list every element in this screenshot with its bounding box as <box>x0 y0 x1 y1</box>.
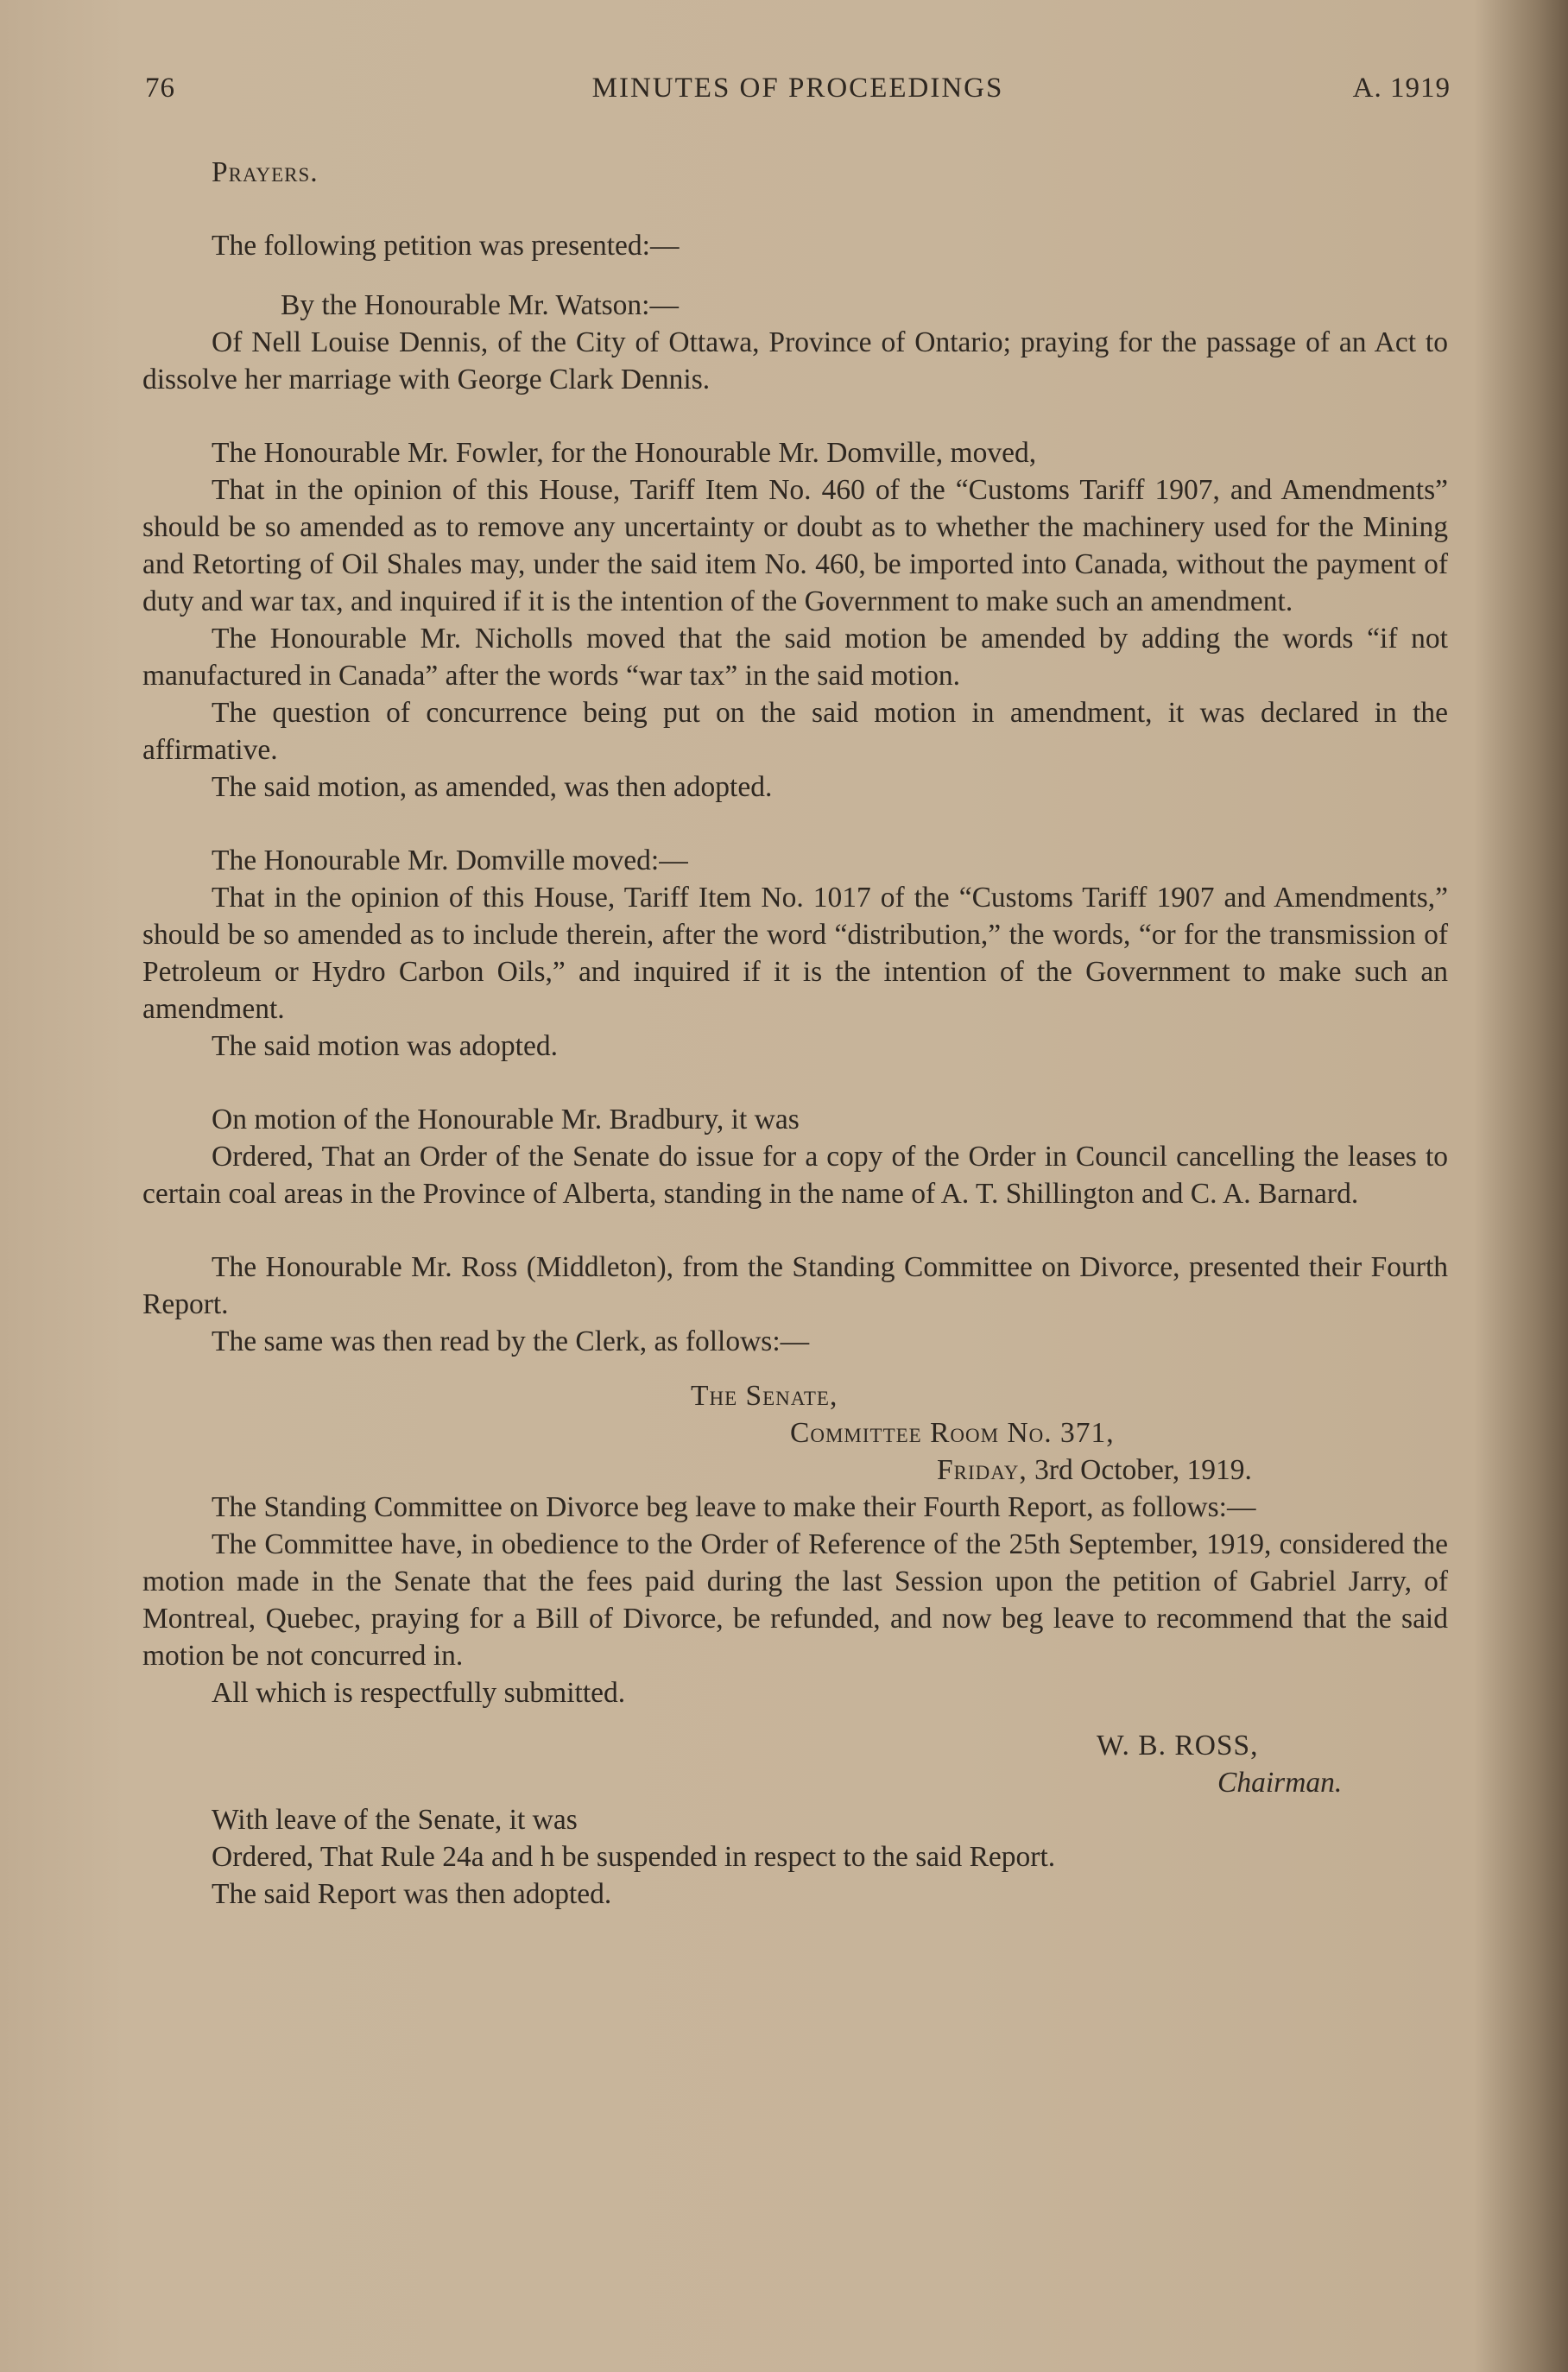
paragraph: On motion of the Honourable Mr. Bradbury, it was <box>212 1104 800 1135</box>
signature-title: Chairman. <box>1217 1767 1343 1799</box>
report-date: 3rd October, 1919. <box>1034 1454 1252 1486</box>
paragraph: The Honourable Mr. Domville moved:— <box>212 844 688 876</box>
paragraph: That in the opinion of this House, Tariff Item No. 460 of the “Customs Tariff 1907, and Amendments” should be so amended as to remove any uncertainty or doubt as to whether the machinery used for the Mining and Retorting of Oil Shales may, under the said item No. 460, be imported into Canada, without the payment of duty and war tax, and inquired if it is the intention of the Government to make such an amendment. <box>142 474 1448 617</box>
page-body <box>142 154 1448 1913</box>
paragraph: All which is respectfully submitted. <box>212 1677 626 1709</box>
paragraph: Ordered, That an Order of the Senate do issue for a copy of the Order in Council cancelling the leases to certain coal areas in the Province of Alberta, standing in the name of A. T. Shillington and C. A. Barnard. <box>142 1141 1448 1210</box>
section-heading: Prayers. <box>212 156 319 188</box>
paragraph: Ordered, That Rule 24a and h be suspended in respect to the said Report. <box>212 1841 1056 1873</box>
signature-name: W. B. ROSS, <box>1097 1730 1259 1762</box>
paragraph: The Honourable Mr. Nicholls moved that the said motion be amended by adding the words “if not manufactured in Canada” after the words “war tax” in the said motion. <box>142 623 1448 692</box>
report-day: Friday, <box>937 1454 1027 1486</box>
header-year: A. 1919 <box>1352 73 1451 104</box>
page-header <box>145 73 1451 116</box>
paragraph: The said Report was then adopted. <box>212 1878 612 1910</box>
paragraph: By the Honourable Mr. Watson:— <box>281 289 679 321</box>
paragraph: The Honourable Mr. Ross (Middleton), from the Standing Committee on Divorce, presented their Fourth Report. <box>142 1251 1448 1320</box>
report-date-line <box>937 1452 1448 1489</box>
paragraph: Of Nell Louise Dennis, of the City of Ottawa, Province of Ontario; praying for the passage of an Act to dissolve her marriage with George Clark Dennis. <box>142 326 1448 395</box>
paragraph: The Honourable Mr. Fowler, for the Honourable Mr. Domville, moved, <box>212 437 1037 469</box>
paragraph: With leave of the Senate, it was <box>212 1804 578 1836</box>
running-title: MINUTES OF PROCEEDINGS <box>591 73 1004 104</box>
report-header-line: Committee Room No. 371, <box>790 1417 1115 1449</box>
paragraph: The Committee have, in obedience to the Order of Reference of the 25th September, 1919, considered the motion made in the Senate that the fees paid during the last Session upon the petition of Gabriel Jarry, of Montreal, Quebec, praying for a Bill of Divorce, be refunded, and now beg leave to recommend that the said motion be not concurred in. <box>142 1528 1448 1672</box>
paragraph: The Standing Committee on Divorce beg leave to make their Fourth Report, as follows:— <box>212 1491 1256 1523</box>
page-number: 76 <box>145 73 175 104</box>
paragraph: That in the opinion of this House, Tariff Item No. 1017 of the “Customs Tariff 1907 and Amendments,” should be so amended as to include therein, after the word “distribution,” the words, “or for the transmission of Petroleum or Hydro Carbon Oils,” and inquired if it is the intention of the Government to make such an amendment. <box>142 882 1448 1025</box>
paragraph: The following petition was presented:— <box>212 230 680 262</box>
report-header-line: The Senate, <box>691 1380 838 1412</box>
paragraph: The said motion was adopted. <box>212 1030 558 1062</box>
paragraph: The question of concurrence being put on the said motion in amendment, it was declared in the affirmative. <box>142 697 1448 766</box>
paragraph: The same was then read by the Clerk, as follows:— <box>212 1325 810 1357</box>
paragraph: The said motion, as amended, was then adopted. <box>212 771 773 803</box>
